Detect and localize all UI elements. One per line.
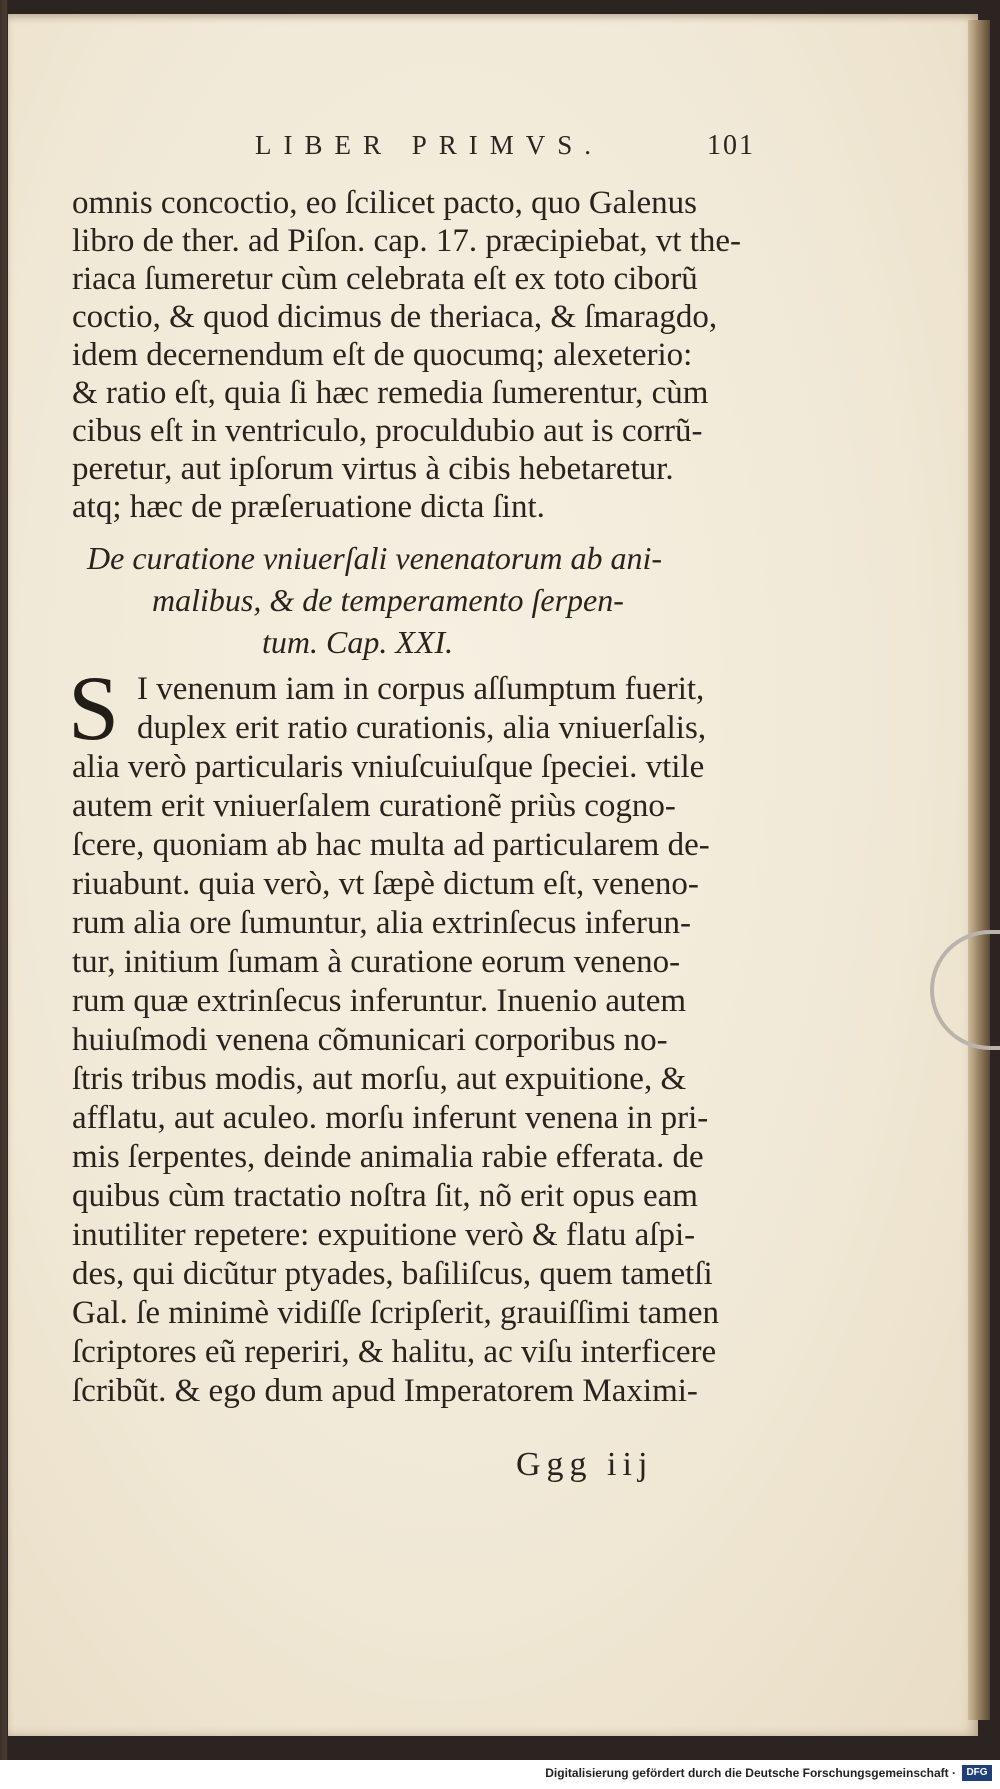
text-line: peretur, aut ipſorum virtus à cibis hebetaretur.: [72, 451, 674, 487]
text-line: quibus cùm tractatio noſtra ſit, nõ erit opus eam: [72, 1178, 698, 1214]
chapter-heading-line: De curatione vniuerſali venenatorum ab ani-: [87, 540, 662, 576]
text-line: atq; hæc de præſeruatione dicta ſint.: [72, 489, 545, 525]
text-line: rum alia ore ſumuntur, alia extrinſecus inferun-: [72, 905, 692, 941]
funding-credit: Digitalisierung gefördert durch die Deutsche Forschungsgemeinschaft ·: [545, 1766, 956, 1780]
text-line: I venenum iam in corpus aſſumptum fuerit,: [137, 671, 705, 707]
text-line: des, qui dicũtur ptyades, baſiliſcus, quem tametſi: [72, 1256, 713, 1292]
text-line: alia verò particularis vniuſcuiuſque ſpeciei. vtile: [72, 749, 705, 785]
page-number: 101: [707, 130, 755, 161]
dfg-logo-icon: DFG: [962, 1765, 992, 1781]
text-line: ſtris tribus modis, aut morſu, aut expuitione, &: [72, 1061, 687, 1097]
text-line: autem erit vniuerſalem curationẽ priùs cogno-: [72, 788, 676, 824]
text-line: idem decernendum eſt de quocumq; alexeterio:: [72, 337, 693, 373]
text-line: libro de ther. ad Piſon. cap. 17. præcipiebat, vt the-: [72, 223, 742, 259]
running-header: [255, 130, 755, 170]
text-line: rum quæ extrinſecus inferuntur. Inuenio autem: [72, 983, 687, 1019]
text-line: tur, initium ſumam à curatione eorum veneno-: [72, 944, 681, 980]
text-line: afflatu, aut aculeo. morſu inferunt venena in pri-: [72, 1100, 709, 1136]
text-line: cibus eſt in ventriculo, proculdubio aut is corrũ-: [72, 413, 703, 449]
signature-catchword: Ggg iij: [516, 1446, 654, 1483]
page-edge: [968, 20, 990, 1720]
text-line: ſcribũt. & ego dum apud Imperatorem Maximi-: [72, 1373, 698, 1409]
text-line: ſcriptores eũ reperiri, & halitu, ac viſu interficere: [72, 1334, 717, 1370]
running-head: LIBER PRIMVS.: [255, 130, 604, 160]
drop-cap: S: [68, 657, 120, 759]
text-line: huiuſmodi venena cõmunicari corporibus no-: [72, 1022, 668, 1058]
text-line: omnis concoctio, eo ſcilicet pacto, quo Galenus: [72, 185, 697, 221]
text-line: riaca ſumeretur cùm celebrata eſt ex toto ciborũ: [72, 261, 698, 297]
chapter-heading-line: tum. Cap. XXI.: [262, 624, 454, 660]
chapter-heading-line: malibus, & de temperamento ſerpen-: [152, 582, 624, 618]
text-line: mis ſerpentes, deinde animalia rabie efferata. de: [72, 1139, 704, 1175]
text-line: Gal. ſe minimè vidiſſe ſcripſerit, grauiſſimi tamen: [72, 1295, 719, 1331]
text-line: duplex erit ratio curationis, alia vniuerſalis,: [137, 710, 707, 746]
text-line: ſcere, quoniam ab hac multa ad particularem de-: [72, 827, 710, 863]
text-line: inutiliter repetere: expuitione verò & flatu aſpi-: [72, 1217, 696, 1253]
text-line: coctio, & quod dicimus de theriaca, & ſmaragdo,: [72, 299, 718, 335]
text-line: & ratio eſt, quia ſi hæc remedia ſumerentur, cùm: [72, 375, 709, 411]
footer-bar: [0, 1760, 1000, 1789]
text-line: riuabunt. quia verò, vt ſæpè dictum eſt, veneno-: [72, 866, 699, 902]
